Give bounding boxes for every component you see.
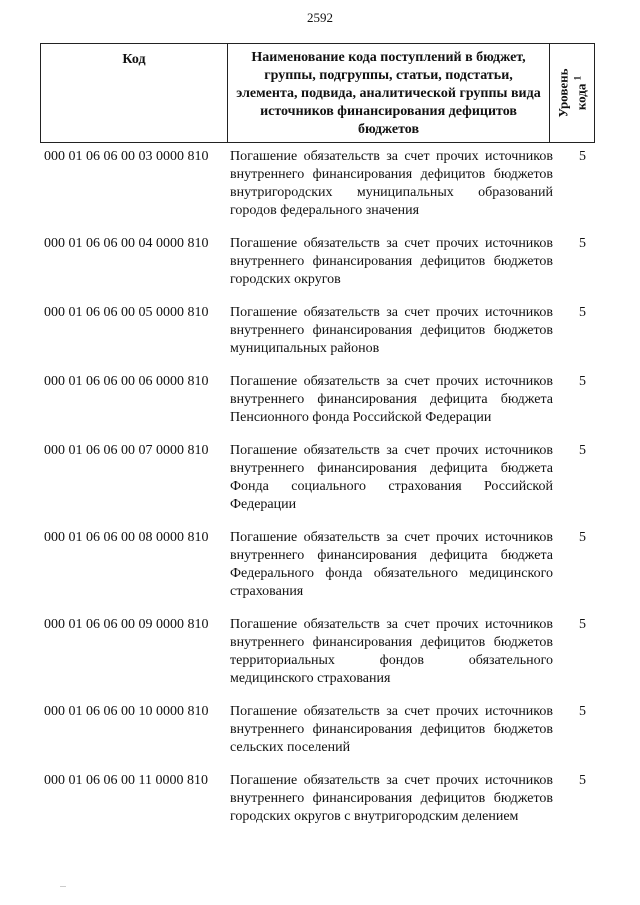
header-level-line1: Уровень <box>555 68 571 118</box>
row-code: 000 01 06 06 00 07 0000 810 <box>44 443 209 458</box>
row-name: Погашение обязательств за счет прочих источников внутреннего финансирования дефицитов бюджетов городских округов <box>230 236 553 287</box>
header-code: Код <box>41 44 228 142</box>
row-code: 000 01 06 06 00 06 0000 810 <box>44 374 209 389</box>
row-level: 5 <box>579 305 586 320</box>
header-level-footnote: 1 <box>572 75 583 81</box>
row-level: 5 <box>579 530 586 545</box>
table-row <box>44 148 600 220</box>
row-level: 5 <box>579 443 586 458</box>
table-row <box>44 616 600 688</box>
row-code: 000 01 06 06 00 11 0000 810 <box>44 773 208 788</box>
scan-mark <box>60 886 66 887</box>
row-code: 000 01 06 06 00 10 0000 810 <box>44 704 209 719</box>
row-level: 5 <box>579 704 586 719</box>
row-name: Погашение обязательств за счет прочих источников внутреннего финансирования дефицита бюджета Федерального фонда обязательного медицинского страхования <box>230 530 553 599</box>
row-code: 000 01 06 06 00 09 0000 810 <box>44 617 209 632</box>
table-body <box>44 148 600 841</box>
row-level: 5 <box>579 617 586 632</box>
table-row <box>44 529 600 601</box>
row-name: Погашение обязательств за счет прочих источников внутреннего финансирования дефицитов бюджетов внутригородских муниципальных образований городов федерального значения <box>230 149 553 218</box>
row-level: 5 <box>579 236 586 251</box>
row-code: 000 01 06 06 00 04 0000 810 <box>44 236 209 251</box>
row-name: Погашение обязательств за счет прочих источников внутреннего финансирования дефицитов бюджетов городских округов с внутригородским делением <box>230 773 553 824</box>
table-row <box>44 703 600 757</box>
header-level <box>550 44 594 142</box>
row-name: Погашение обязательств за счет прочих источников внутреннего финансирования дефицита бюджета Фонда социального страхования Российской Федерации <box>230 443 553 512</box>
row-name: Погашение обязательств за счет прочих источников внутреннего финансирования дефицитов бюджетов муниципальных районов <box>230 305 553 356</box>
page-number: 2592 <box>307 10 333 25</box>
row-level: 5 <box>579 374 586 389</box>
table-header <box>40 43 595 143</box>
table-row <box>44 373 600 427</box>
row-level: 5 <box>579 149 586 164</box>
table-row <box>44 772 600 826</box>
row-code: 000 01 06 06 00 08 0000 810 <box>44 530 209 545</box>
row-name: Погашение обязательств за счет прочих источников внутреннего финансирования дефицитов бюджетов сельских поселений <box>230 704 553 755</box>
row-level: 5 <box>579 773 586 788</box>
header-level-text <box>555 68 588 117</box>
row-code: 000 01 06 06 00 03 0000 810 <box>44 149 209 164</box>
table-row <box>44 442 600 514</box>
row-name: Погашение обязательств за счет прочих источников внутреннего финансирования дефицита бюджета Пенсионного фонда Российской Федерации <box>230 374 553 425</box>
row-name: Погашение обязательств за счет прочих источников внутреннего финансирования дефицитов бюджетов территориальных фондов обязательного медицинского страхования <box>230 617 553 686</box>
table-row <box>44 235 600 289</box>
header-name: Наименование кода поступлений в бюджет, группы, подгруппы, статьи, подстатьи, элемента, подвида, аналитической группы вида источников финансирования дефицитов бюджетов <box>228 44 550 142</box>
header-level-line2: кода <box>573 83 589 111</box>
row-code: 000 01 06 06 00 05 0000 810 <box>44 305 209 320</box>
table-row <box>44 304 600 358</box>
